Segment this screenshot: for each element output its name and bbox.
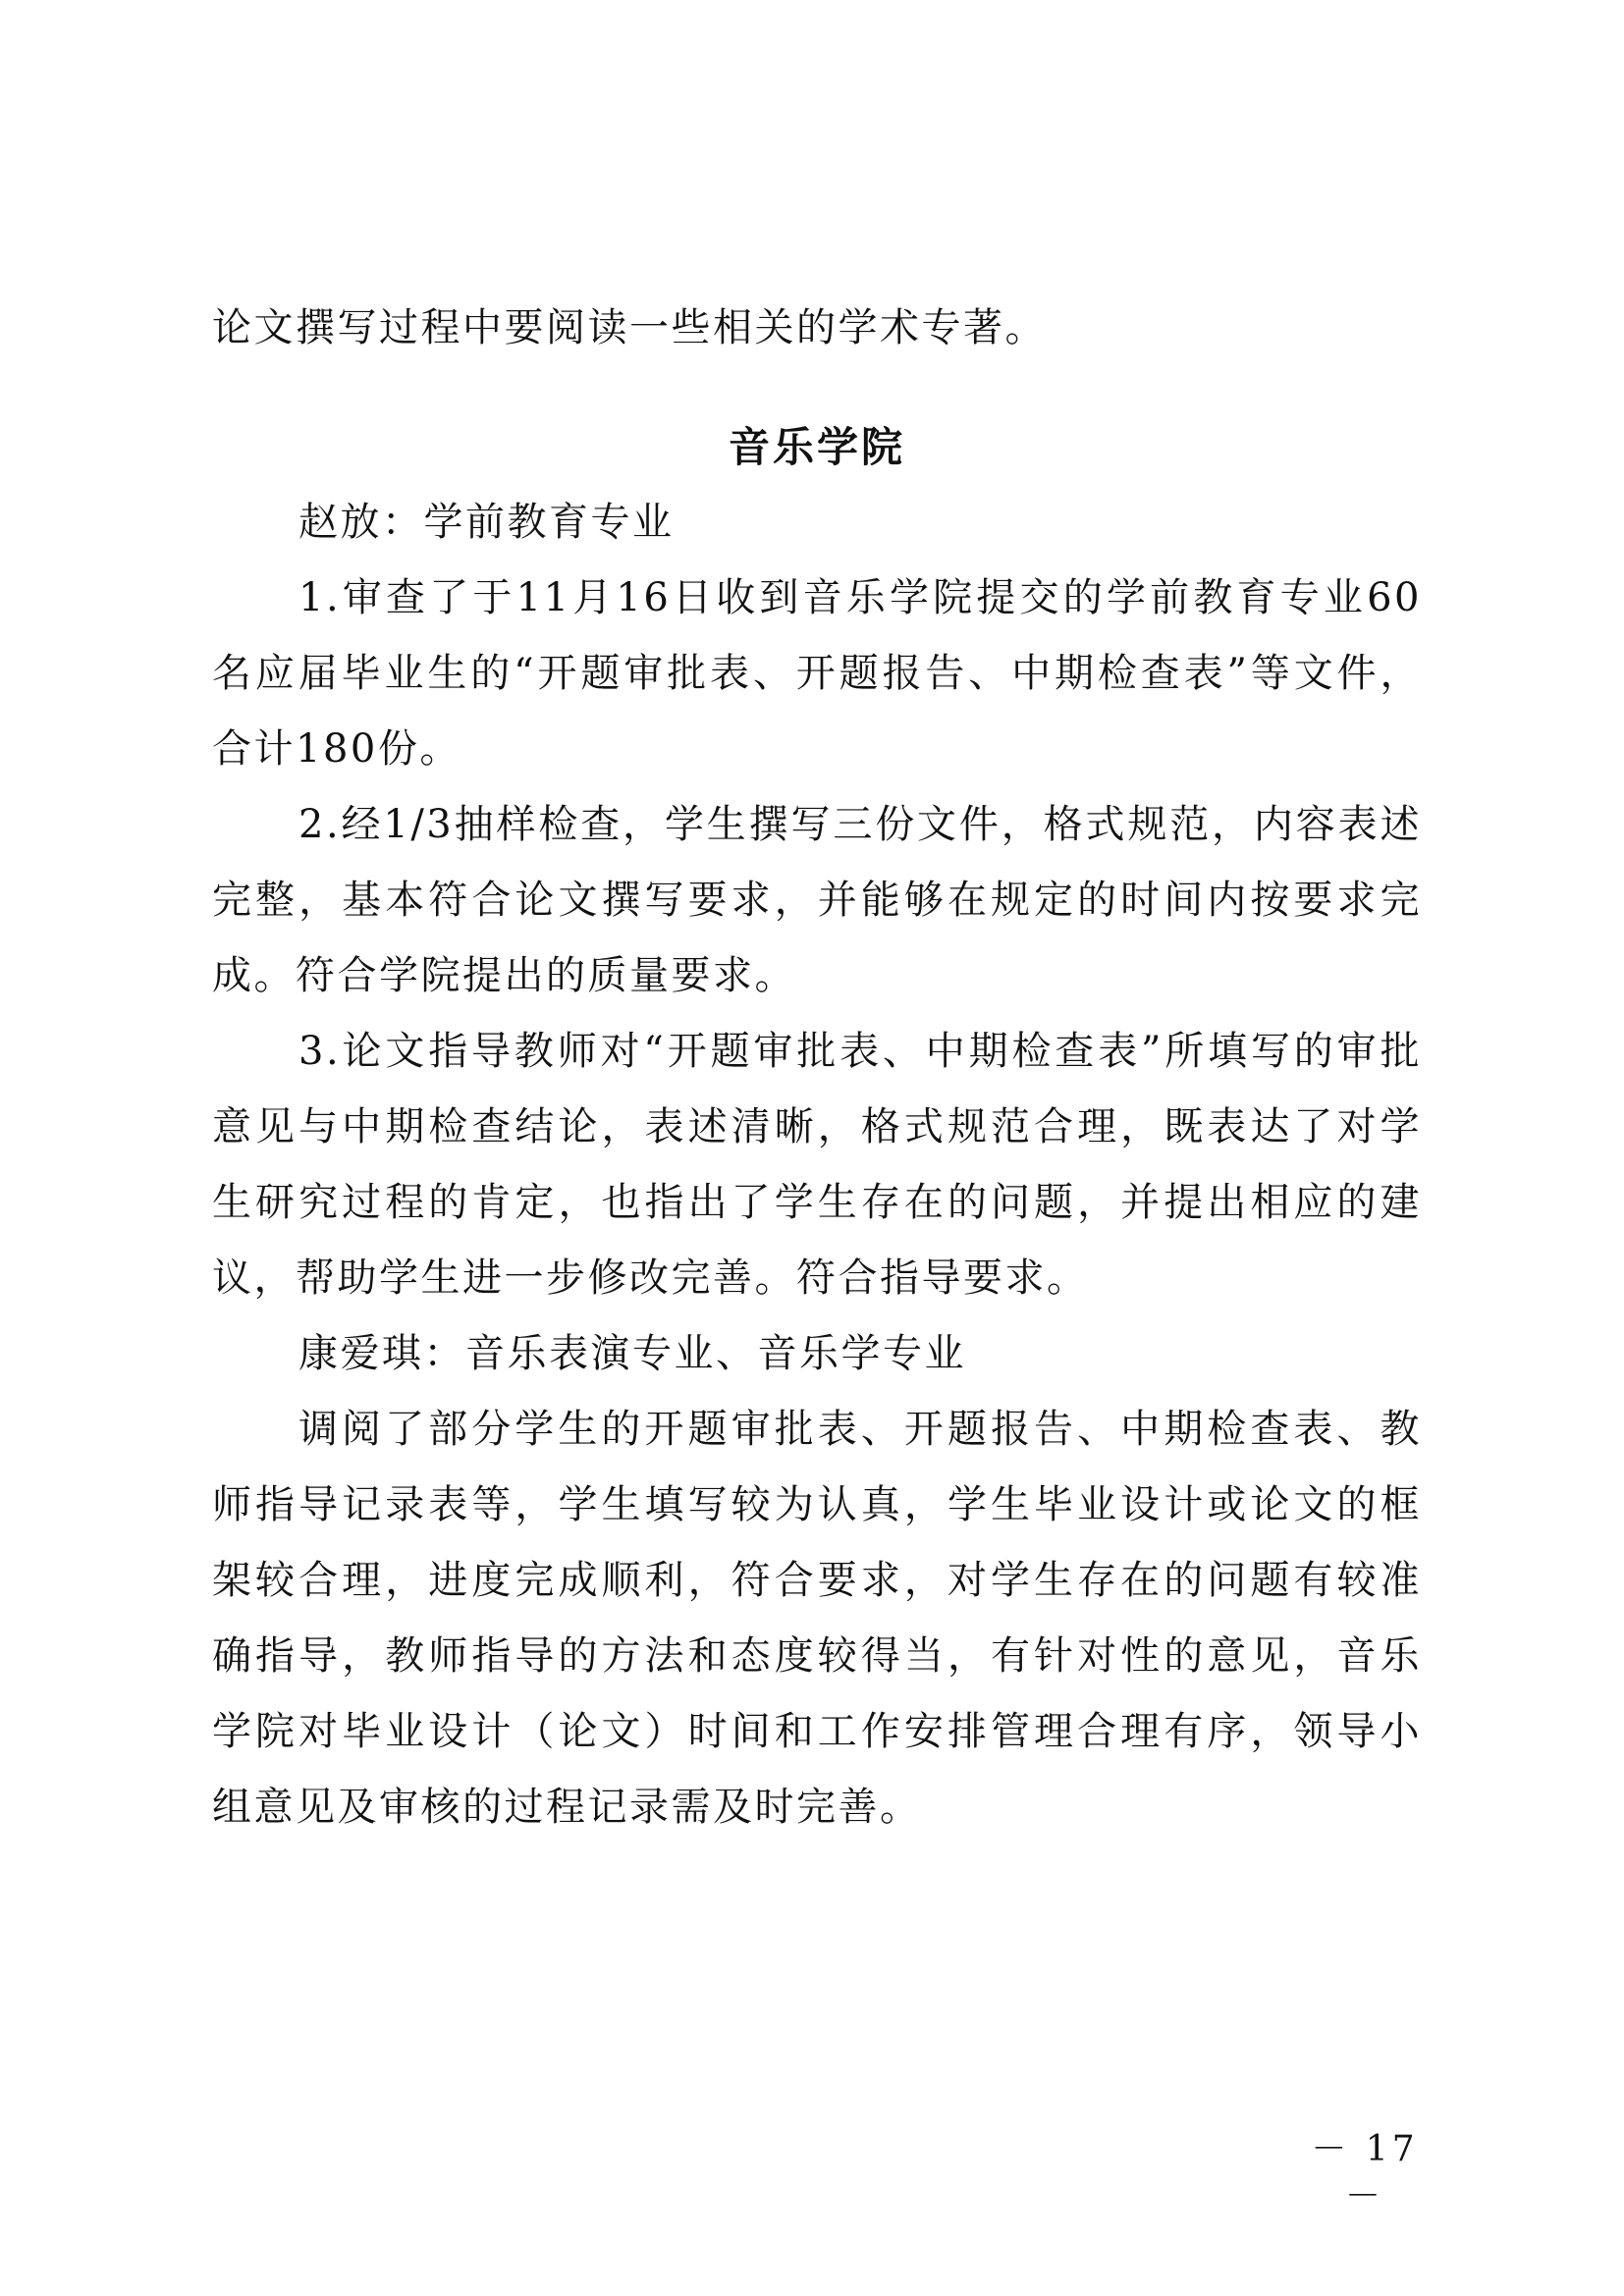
paragraph-review-2: 调阅了部分学生的开题审批表、开题报告、中期检查表、教师指导记录表等，学生填写较为认真，学生毕业设计或论文的框架较合理，进度完成顺利，符合要求，对学生存在的问题有较准确指导，教师指导的方法和态度较得当，有针对性的意见，音乐学院对毕业设计（论文）时间和工作安排管理合理有序，领导小组意见及审核的过程记录需及时完善。 xyxy=(212,1407,1422,1830)
reviewer-2-heading: 康爱琪：音乐表演专业、音乐学专业 xyxy=(298,1331,966,1376)
page-number: － 17 － xyxy=(1311,2129,1419,2216)
section-title: 音乐学院 xyxy=(728,423,905,471)
paragraph-intro-tail: 论文撰写过程中要阅读一些相关的学术专著。 xyxy=(212,305,1047,350)
paragraph-item-1: 1.审查了于11月16日收到音乐学院提交的学前教育专业60名应届毕业生的“开题审批表、开题报告、中期检查表”等文件，合计180份。 xyxy=(212,575,1422,772)
paragraph-item-2: 2.经1/3抽样检查，学生撰写三份文件，格式规范，内容表述完整，基本符合论文撰写要求，并能够在规定的时间内按要求完成。符合学院提出的质量要求。 xyxy=(212,802,1422,998)
paragraph-item-3: 3.论文指导教师对“开题审批表、中期检查表”所填写的审批意见与中期检查结论，表述清晰，格式规范合理，既表达了对学生研究过程的肯定，也指出了学生存在的问题，并提出相应的建议，帮助学生进一步修改完善。符合指导要求。 xyxy=(212,1029,1422,1301)
page-body xyxy=(212,291,1422,1845)
reviewer-1-heading: 赵放：学前教育专业 xyxy=(298,500,675,545)
